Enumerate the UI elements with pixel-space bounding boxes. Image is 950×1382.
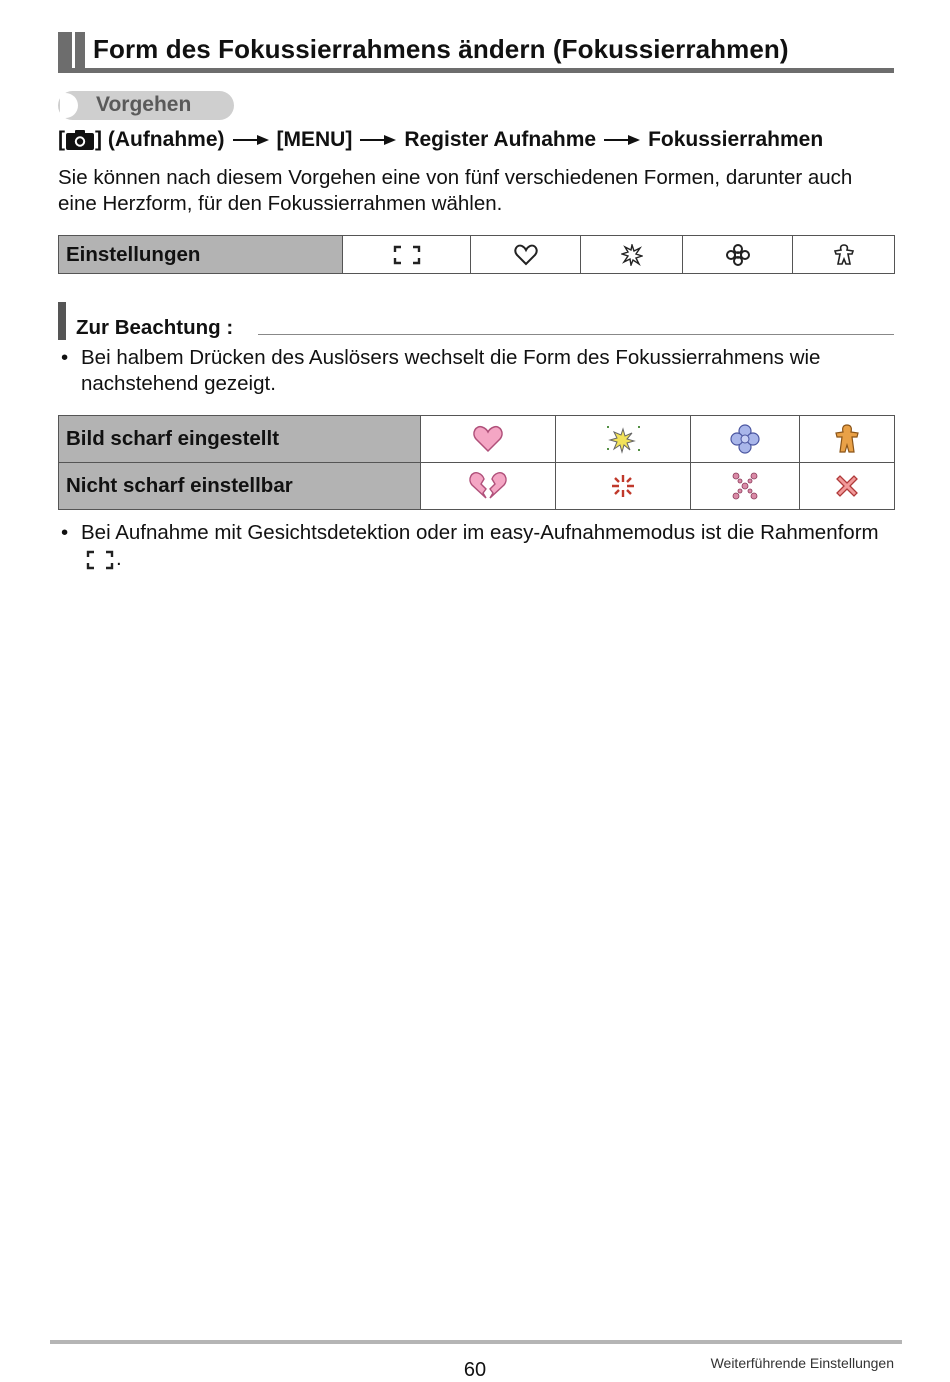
focus-state-table [58,415,895,510]
arrow-right-icon [604,134,640,146]
arrow-right-icon [360,134,396,146]
intro-paragraph: Sie können nach diesem Vorgehen eine von fünf verschiedenen Formen, darunter auch eine Herzform, für den Fokussierrahmen wählen. [58,166,853,215]
page-title: Form des Fokussierrahmens ändern (Fokussierrahmen) [93,34,789,64]
settings-table [58,235,895,274]
bracket-frame-icon [343,236,471,274]
heart-outline-icon [471,236,581,274]
red-burst-icon [555,463,690,510]
gingerbread-outline-icon [793,236,895,274]
focus-row-label: Nicht scharf einstellbar [59,463,421,510]
yellow-sparkle-icon [555,416,690,463]
camera-icon [66,130,94,150]
register-step: Register Aufnahme [404,128,597,151]
focus-row-label: Bild scharf eingestellt [59,416,421,463]
blue-flower-icon [690,416,799,463]
aufnahme-step: ] (Aufnahme) [95,128,225,151]
scattered-petals-icon [690,463,799,510]
heading-bar-marker [58,32,72,72]
menu-step: [MENU] [276,128,353,151]
note-divider [258,334,894,335]
flower-outline-icon [683,236,793,274]
procedure-badge [58,91,234,120]
footer-divider [50,1340,902,1344]
red-x-icon [799,463,894,510]
pink-heart-icon [421,416,556,463]
bracket-frame-icon [85,550,115,570]
note-bullet-2: • Bei Aufnahme mit Gesichtsdetektion oder im easy-Aufnahmemodus ist die Rahmenform . [61,521,879,570]
heading-underline [58,68,894,73]
note-marker [58,302,66,340]
menu-path [58,128,823,152]
sparkle-outline-icon [581,236,683,274]
note-title: Zur Beachtung : [76,316,234,339]
page-heading [58,32,894,74]
open-bracket: [ [58,128,65,151]
arrow-right-icon [233,134,269,146]
settings-header: Einstellungen [59,236,343,274]
broken-heart-icon [421,463,556,510]
footer-section-title: Weiterführende Einstellungen [710,1355,894,1371]
target-step: Fokussierrahmen [648,128,824,151]
note-bullet-1: • Bei halbem Drücken des Auslösers wechselt die Form des Fokussierrahmens wie nachstehend gezeigt. [61,346,821,395]
heading-bar-marker-2 [75,32,85,72]
page-number: 60 [463,1359,487,1381]
orange-gingerbread-icon [799,416,894,463]
procedure-label: Vorgehen [96,93,192,116]
